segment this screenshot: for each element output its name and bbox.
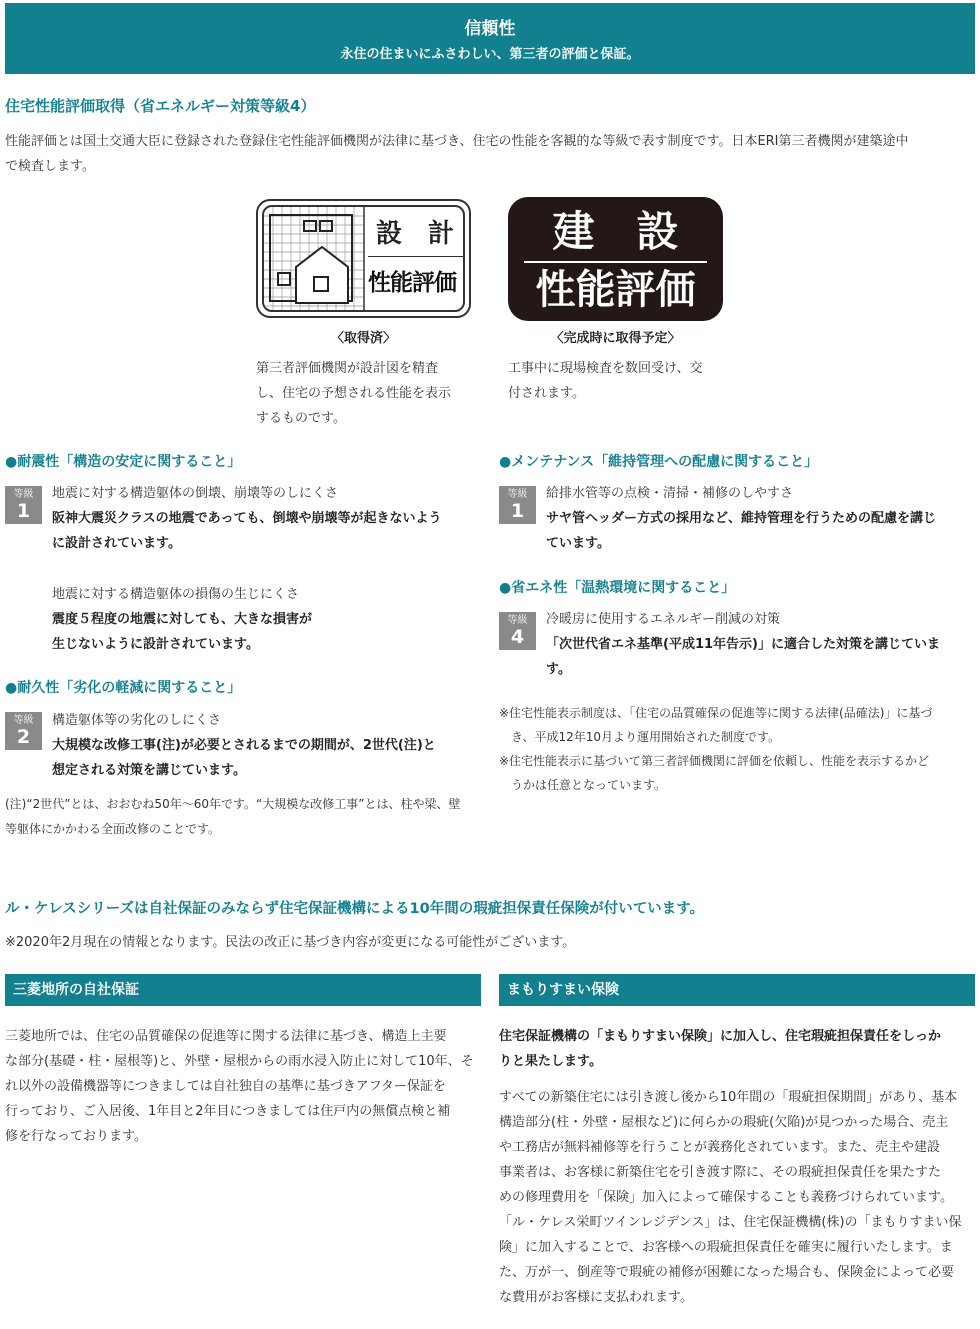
durability-item — [52, 708, 482, 783]
item-bold-line: 阪神大震災クラスの地震であっても、倒壊や崩壊等が起きないよう — [52, 511, 442, 526]
grade-badge — [5, 712, 42, 750]
header-banner — [5, 3, 975, 74]
grade-label: 等級 — [507, 489, 528, 500]
text-line: な費用がお客様に支払われます。 — [499, 1290, 693, 1305]
banner-subtitle: 永住の住まいにふさわしい、第三者の評価と保証。 — [340, 47, 640, 62]
self-warranty-text — [5, 1024, 485, 1149]
warranty-section-title: ル・ケレスシリーズは自社保証のみならず住宅保証機構による10年間の瑕疵担保責任保険が付いています。 — [5, 901, 705, 917]
construction-logo-caption: 〈完成時に取得予定〉 — [550, 331, 681, 346]
grade-label: 等級 — [507, 615, 528, 626]
text-line: 事業者は、お客様に新築住宅を引き渡す際に、その瑕疵担保責任を果たすた — [499, 1165, 942, 1180]
text-line: 修を行なっております。 — [5, 1129, 147, 1144]
note-line: 等躯体にかかわる全面改修のことです。 — [5, 822, 221, 836]
perf-intro — [5, 129, 975, 179]
construction-performance-logo — [508, 197, 723, 321]
text-line: や工務店が無料補修等を行うことが義務化されています。また、売主や建設 — [499, 1140, 940, 1155]
durability-note — [5, 792, 485, 842]
item-bold-line: 生じないように設計されています。 — [52, 637, 259, 652]
item-bold-line: サヤ管ヘッダー方式の採用など、維持管理を行うための配慮を講じ — [546, 511, 937, 526]
item-bold-line: 大規模な改修工事(注)が必要とされるまでの期間が、2世代(注)と — [52, 738, 436, 753]
text-line: 構造部分(柱・外壁・屋根など)に何らかの瑕疵(欠陥)が見つかった場合、売主 — [499, 1115, 949, 1130]
grade-badge — [5, 486, 42, 524]
desc-line: 第三者評価機関が設計図を精査 — [256, 361, 439, 376]
text-bold-line: りと果たします。 — [499, 1054, 602, 1069]
item-lead: 地震に対する構造躯体の倒壊、崩壊等のしにくさ — [52, 486, 339, 501]
item-bold-line: 震度５程度の地震に対しても、大きな損害が — [52, 612, 313, 627]
text-line: めの修理費用を「保険」加入によって確保することも義務づけられています。 — [499, 1190, 953, 1205]
maintenance-section-title: ●メンテナンス「維持管理への配慮に関すること」 — [499, 454, 819, 470]
text-line: れ以外の設備機器等につきましては自社独自の基準に基づきアフター保証を — [5, 1079, 446, 1094]
quake-item-2 — [52, 582, 482, 657]
energy-section-title: ●省エネ性「温熱環境に関すること」 — [499, 580, 736, 596]
item-bold-line: 「次世代省エネ基準(平成11年告示)」に適合した対策を講じていま — [546, 637, 940, 652]
desc-line: するものです。 — [256, 411, 346, 426]
maintenance-item — [546, 481, 976, 556]
grade-label: 等級 — [13, 715, 34, 726]
grade-number: 1 — [16, 500, 31, 522]
grade-number: 4 — [510, 626, 525, 648]
construction-logo-description — [508, 356, 733, 406]
text-line: 「ル・ケレス栄町ツインレジデンス」は、住宅保証機構(株)の「まもりすまい保 — [499, 1215, 962, 1230]
design-logo-word2: 性能評価 — [368, 270, 456, 296]
item-lead: 冷暖房に使用するエネルギー削減の対策 — [546, 612, 781, 627]
perf-section-title: 住宅性能評価取得（省エネルギー対策等級4） — [5, 97, 316, 115]
text-bold-line: 住宅保証機構の「まもりすまい保険」に加入し、住宅瑕疵担保責任をしっか — [499, 1029, 942, 1044]
note-line: ※住宅性能表示制度は、「住宅の品質確保の促進等に関する法律(品確法)」に基づ — [499, 706, 933, 720]
text-line: すべての新築住宅には引き渡し後から10年間の「瑕疵担保期間」があり、基本 — [499, 1090, 958, 1105]
design-logo-description — [256, 356, 481, 431]
text-line: 険」に加入することで、お客様への瑕疵担保責任を確実に履行いたします。ま — [499, 1240, 953, 1255]
self-warranty-bar: 三菱地所の自社保証 — [5, 974, 481, 1006]
item-lead: 給排水管等の点検・清掃・補修のしやすさ — [546, 486, 794, 501]
performance-notes — [499, 701, 975, 797]
energy-item — [546, 607, 976, 682]
item-lead: 構造躯体等の劣化のしにくさ — [52, 713, 222, 728]
note-line: (注)“2世代”とは、おおむね50年〜60年です。“大規模な改修工事”とは、柱や梁、壁 — [5, 797, 461, 811]
construction-logo-word2: 性能評価 — [535, 267, 696, 313]
item-bold-line: ています。 — [546, 536, 610, 551]
desc-line: し、住宅の予想される性能を表示 — [256, 386, 452, 401]
text-line: 三菱地所では、住宅の品質確保の促進等に関する法律に基づき、構造上主要 — [5, 1029, 447, 1044]
perf-intro-line: で検査します。 — [5, 159, 95, 174]
item-bold-line: 想定される対策を講じています。 — [52, 763, 246, 778]
desc-line: 工事中に現場検査を数回受け、交 — [508, 361, 703, 376]
design-logo-caption: 〈取得済〉 — [330, 331, 396, 346]
item-bold-line: す。 — [546, 662, 571, 677]
quake-section-title: ●耐震性「構造の安定に関すること」 — [5, 454, 242, 470]
insurance-bar: まもりすまい保険 — [499, 974, 975, 1006]
perf-intro-line: 性能評価とは国土交通大臣に登録された登録住宅性能評価機関が法律に基づき、住宅の性能を客観的な等級で表す制度です。日本ERI第三者機関が建築途中 — [5, 134, 909, 149]
item-lead: 地震に対する構造躯体の損傷の生じにくさ — [52, 587, 300, 602]
text-line: な部分(基礎・柱・屋根等)と、外壁・屋根からの雨水浸入防止に対して10年、そ — [5, 1054, 474, 1069]
durability-section-title: ●耐久性「劣化の軽減に関すること」 — [5, 680, 242, 696]
banner-title: 信頼性 — [464, 19, 516, 39]
note-line: き、平成12年10月より運用開始された制度です。 — [499, 730, 781, 744]
insurance-text — [499, 1024, 975, 1310]
grade-number: 1 — [510, 500, 525, 522]
item-bold-line: に設計されています。 — [52, 536, 181, 551]
quake-item-1 — [52, 481, 482, 556]
grade-label: 等級 — [13, 489, 34, 500]
design-logo-word1: 設 計 — [376, 219, 455, 249]
note-line: うかは任意となっています。 — [499, 778, 667, 792]
desc-line: 付されます。 — [508, 386, 585, 401]
design-logo-divider — [368, 256, 465, 257]
construction-logo-word1: 建 設 — [552, 207, 679, 256]
design-performance-logo — [256, 199, 471, 318]
grade-badge — [499, 612, 536, 650]
grade-number: 2 — [16, 726, 31, 748]
grade-badge — [499, 486, 536, 524]
text-line: た、万が一、倒産等で瑕疵の補修が困難になった場合も、保険金によって必要 — [499, 1265, 955, 1280]
text-line: 行っており、ご入居後、1年目と2年目につきましては住戸内の無償点検と補 — [5, 1104, 451, 1119]
note-line: ※住宅性能表示に基づいて第三者評価機関に評価を依頼し、性能を表示するかど — [499, 754, 930, 768]
warranty-note: ※2020年2月現在の情報となります。民法の改正に基づき内容が変更になる可能性がございます。 — [5, 935, 576, 950]
